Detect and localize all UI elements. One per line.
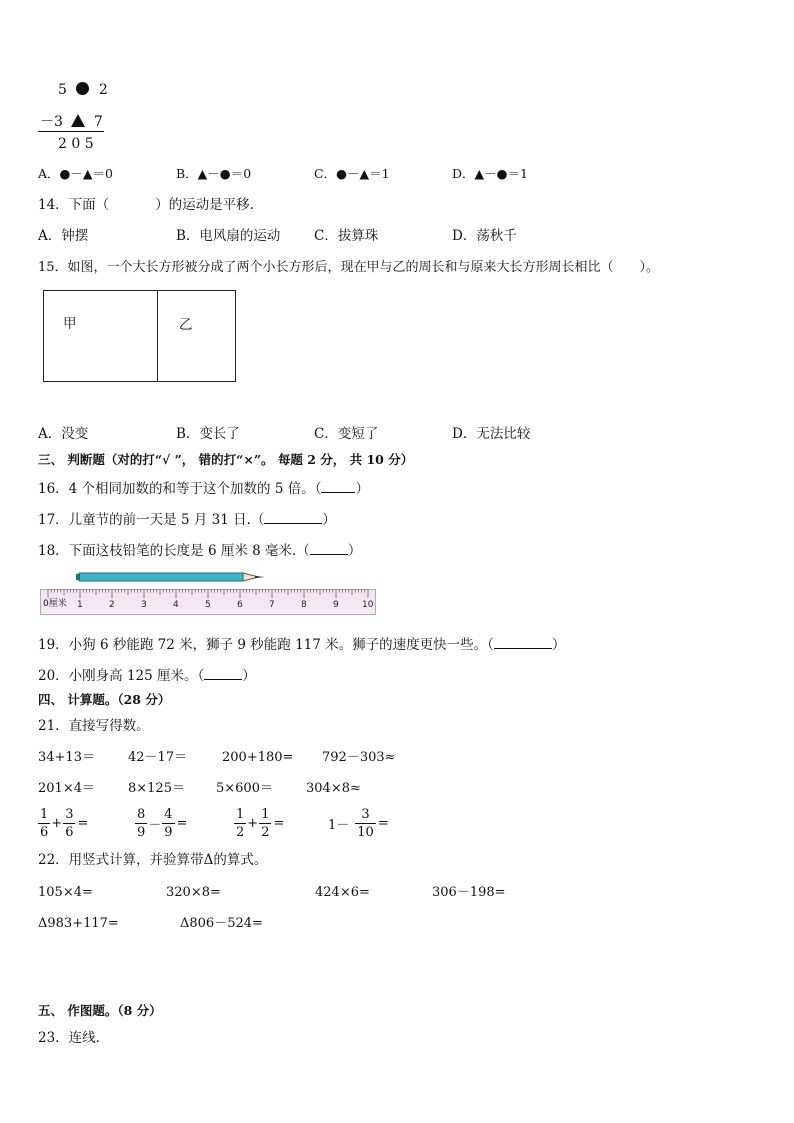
numerator: 1 [236,806,245,822]
ruler-tick-label: 9 [333,600,339,610]
q13-row2-left: －3 [40,114,63,130]
q21-fraction-expr-4 [328,805,389,841]
numerator: 4 [164,806,173,822]
q20-close: ） [242,668,256,684]
denominator: 6 [40,824,49,840]
denominator: 9 [137,824,146,840]
section3-heading: 三、 判断题（对的打“√ ”， 错的打“×”。 每题 2 分， 共 10 分） [38,452,414,467]
denominator: 9 [164,824,173,840]
denominator: 2 [261,824,270,840]
q21-item: 42－17＝ [128,750,188,765]
q14-option-d[interactable]: D．荡秋千 [452,228,517,244]
ruler-tick-label: 2 [109,600,115,610]
operator: － [148,817,162,833]
q21-item: 5×600＝ [216,781,273,796]
ruler-ticks [40,589,376,599]
circle-symbol-icon [76,82,89,95]
q15-option-d[interactable]: D．无法比较 [452,426,531,442]
denominator: 6 [65,824,74,840]
q17-close: ） [322,512,336,528]
q19-answer-blank[interactable] [494,637,552,649]
ruler-tick-label: 3 [141,600,147,610]
q13-underline [38,131,104,132]
ruler-tick-label: 1 [77,600,83,610]
q15-option-a[interactable]: A．没变 [38,426,89,442]
q21-fraction-expr-3 [234,805,284,841]
q17-answer-blank[interactable] [264,512,322,524]
equals: = [377,815,389,831]
q14-stem [38,199,254,213]
q21-fraction-expr-1 [38,805,88,841]
q16-close: ） [355,481,369,497]
equals: = [77,815,89,831]
q16-answer-blank[interactable] [321,481,355,493]
pencil-icon [76,570,272,584]
q21-fraction-expr-2 [135,805,187,841]
q18-close: ） [347,543,362,559]
q21-item: 792－303≈ [322,750,396,765]
q13-option-d[interactable]: D．▲－●＝1 [452,166,528,181]
q14-option-c[interactable]: C．拔算珠 [314,228,379,244]
q22-item: 306－198= [432,885,506,900]
equals: = [273,815,285,831]
q16-text [38,481,369,497]
q22-item: 424×6= [315,885,370,900]
equals: = [176,815,188,831]
section4-heading: 四、 计算题。（28 分） [38,692,171,707]
q14-option-b[interactable]: B．电风扇的运动 [176,228,281,244]
section5-heading: 五、 作图题。（8 分） [38,1003,162,1018]
q21-item: 34+13＝ [38,750,95,765]
ruler-tick-label: 5 [205,600,211,610]
q14-stem-post: ）的运动是平移. [155,197,254,213]
numerator: 3 [65,806,74,822]
q15-rectangle-figure [43,290,236,382]
q22-item: Δ806－524= [180,916,263,931]
denominator: 10 [357,824,374,840]
ruler-tick-label: 10 [362,600,374,610]
q13-option-a[interactable]: A．●－▲＝0 [38,166,114,181]
q13-row2-right: 7 [93,114,103,130]
operator: + [51,815,63,831]
q14-option-a[interactable]: A．钟摆 [38,228,89,244]
q21-item: 304×8≈ [306,781,361,796]
q13-option-c[interactable]: C．●－▲＝1 [314,166,390,181]
q15-stem: 15．如图，一个大长方形被分成了两个小长方形后，现在甲与乙的周长和与原来大长方形周长相比（ ）。 [38,260,660,275]
q18-answer-blank[interactable] [310,543,348,555]
q15-label-yi: 乙 [179,317,193,333]
q15-divider-line [157,290,158,382]
q13-digit-5: 5 [58,82,67,98]
q17-stem: 17．儿童节的前一天是 5 月 31 日.（ [38,512,265,528]
q22-item: Δ983+117= [38,916,119,931]
ruler-tick-label: 6 [237,600,243,610]
q13-result: 2 0 5 [58,136,94,152]
q18-text [38,543,361,559]
q16-stem: 16．4 个相同加数的和等于这个加数的 5 倍。（ [38,481,322,497]
q21-item: 200+180= [222,750,294,765]
numerator: 3 [361,806,370,822]
ruler-tick-label: 7 [269,600,275,610]
ruler-unit-label: 0厘米 [43,599,67,609]
q17-text [38,512,336,528]
q22-item: 320×8= [166,885,221,900]
triangle-symbol-icon [71,114,85,127]
numerator: 1 [40,806,49,822]
denominator: 2 [236,824,245,840]
q20-stem: 20．小刚身高 125 厘米。（ [38,668,205,684]
q13-row1 [58,82,108,97]
operator: + [247,815,259,831]
q20-text [38,668,256,684]
q22-item: 105×4= [38,885,93,900]
q21-item: 201×4＝ [38,781,95,796]
q21-item: 8×125＝ [128,781,185,796]
q18-stem: 18．下面这枝铅笔的长度是 6 厘米 8 毫米.（ [38,543,310,559]
q13-digit-2: 2 [98,82,108,98]
numerator: 8 [137,806,146,822]
numerator: 1 [261,806,270,822]
q15-label-jia: 甲 [63,316,77,332]
q14-stem-pre: 14．下面（ [38,197,110,213]
q19-text [38,637,565,653]
q19-stem: 19．小狗 6 秒能跑 72 米，狮子 9 秒能跑 117 米。狮子的速度更快一些。（ [38,637,494,653]
q15-option-c[interactable]: C．变短了 [314,426,379,442]
q21-stem: 21．直接写得数。 [38,718,150,734]
q20-answer-blank[interactable] [204,668,242,680]
minuend: 1－ [328,817,350,833]
q19-close: ） [551,637,566,653]
ruler-tick-label: 4 [173,600,179,610]
q23-stem: 23．连线. [38,1030,100,1046]
q15-option-b[interactable]: B．变长了 [176,426,240,442]
ruler-tick-label: 8 [301,600,307,610]
q22-stem: 22．用竖式计算，并验算带Δ的算式。 [38,852,268,868]
q13-option-b[interactable]: B．▲－●＝0 [176,166,252,181]
q13-row2 [40,114,103,129]
